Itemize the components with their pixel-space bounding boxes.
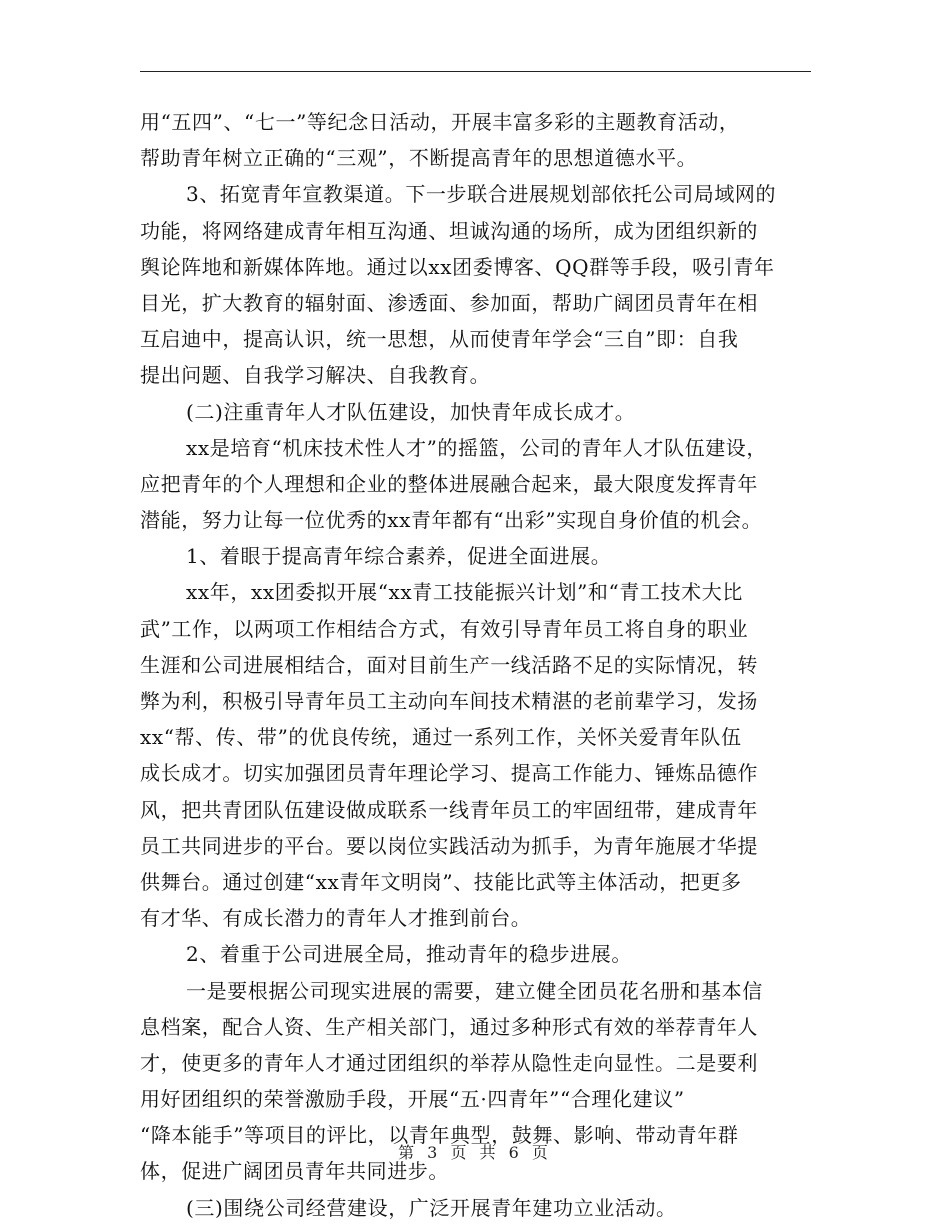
section-heading: (二)注重青年人才队伍建设，加快青年成长成才。 <box>186 399 636 424</box>
text-line: 武”工作，以两项工作相结合方式，有效引导青年员工将自身的职业 <box>140 616 749 641</box>
text-line: 提出问题、自我学习解决、自我教育。 <box>140 363 491 388</box>
text-line: 员工共同进步的平台。要以岗位实践活动为抓手，为青年施展才华提 <box>140 833 758 858</box>
text-line: 目光，扩大教育的辐射面、渗透面、参加面，帮助广阔团员青年在相 <box>140 290 758 315</box>
text-line: 风，把共青团队伍建设做成联系一线青年员工的牢固纽带，建成青年 <box>140 797 758 822</box>
text-line: 体，促进广阔团员青年共同进步。 <box>140 1159 449 1184</box>
text-line: xx年，xx团委拟开展“xx青工技能振兴计划”和“青工技术大比 <box>186 580 743 605</box>
text-line: 功能，将网络建成青年相互沟通、坦诚沟通的场所，成为团组织新的 <box>140 218 758 243</box>
text-line: 才，使更多的青年人才通过团组织的举荐从隐性走向显性。二是要利 <box>140 1050 758 1075</box>
text-line: 用“五四”、“七一”等纪念日活动，开展丰富多彩的主题教育活动， <box>140 110 740 134</box>
text-line: 潜能，努力让每一位优秀的xx青年都有“出彩”实现自身价值的机会。 <box>140 508 763 533</box>
text-line: “降本能手”等项目的评比，以青年典型，鼓舞、影响、带动青年群 <box>140 1123 739 1148</box>
page-number: 第 3 页 共 6 页 <box>398 1143 552 1162</box>
text-line: 弊为利，积极引导青年员工主动向车间技术精湛的老前辈学习，发扬 <box>140 689 758 713</box>
section-heading: (三)围绕公司经营建设，广泛开展青年建功立业活动。 <box>186 1195 677 1220</box>
text-line: 一是要根据公司现实进展的需要，建立健全团员花名册和基本信 <box>186 978 763 1003</box>
text-line: 有才华、有成长潜力的青年人才推到前台。 <box>140 906 532 931</box>
text-line: 用好团组织的荣誉激励手段，开展“五·四青年”“合理化建议” <box>140 1087 685 1112</box>
header-rule <box>140 71 811 72</box>
text-line: 应把青年的个人理想和企业的整体进展融合起来，最大限度发挥青年 <box>140 471 758 496</box>
text-line: 3、拓宽青年宣教渠道。下一步联合进展规划部依托公司局域网的 <box>186 182 777 207</box>
subsection-heading: 1、着眼于提高青年综合素养，促进全面进展。 <box>186 544 612 569</box>
text-line: xx是培育“机床技术性人才”的摇篮，公司的青年人才队伍建设， <box>186 435 768 460</box>
subsection-heading: 2、着重于公司进展全局，推动青年的稳步进展。 <box>186 942 632 967</box>
body-text <box>140 104 830 1226</box>
text-line: 帮助青年树立正确的“三观”，不断提高青年的思想道德水平。 <box>140 146 698 171</box>
text-line: 成长成才。切实加强团员青年理论学习、提高工作能力、锤炼品德作 <box>140 761 758 786</box>
text-line: 舆论阵地和新媒体阵地。通过以xx团委博客、QQ群等手段，吸引青年 <box>140 254 775 279</box>
text-line: xx“帮、传、带”的优良传统，通过一系列工作，关怀关爱青年队伍 <box>140 725 742 750</box>
text-line: 供舞台。通过创建“xx青年文明岗”、技能比武等主体活动，把更多 <box>140 869 742 894</box>
text-line: 互启迪中，提高认识，统一思想，从而使青年学会“三自”即：自我 <box>140 327 739 352</box>
text-line: 息档案，配合人资、生产相关部门，通过多种形式有效的举荐青年人 <box>140 1014 758 1039</box>
text-line: 生涯和公司进展相结合，面对目前生产一线活路不足的实际情况，转 <box>140 652 758 677</box>
